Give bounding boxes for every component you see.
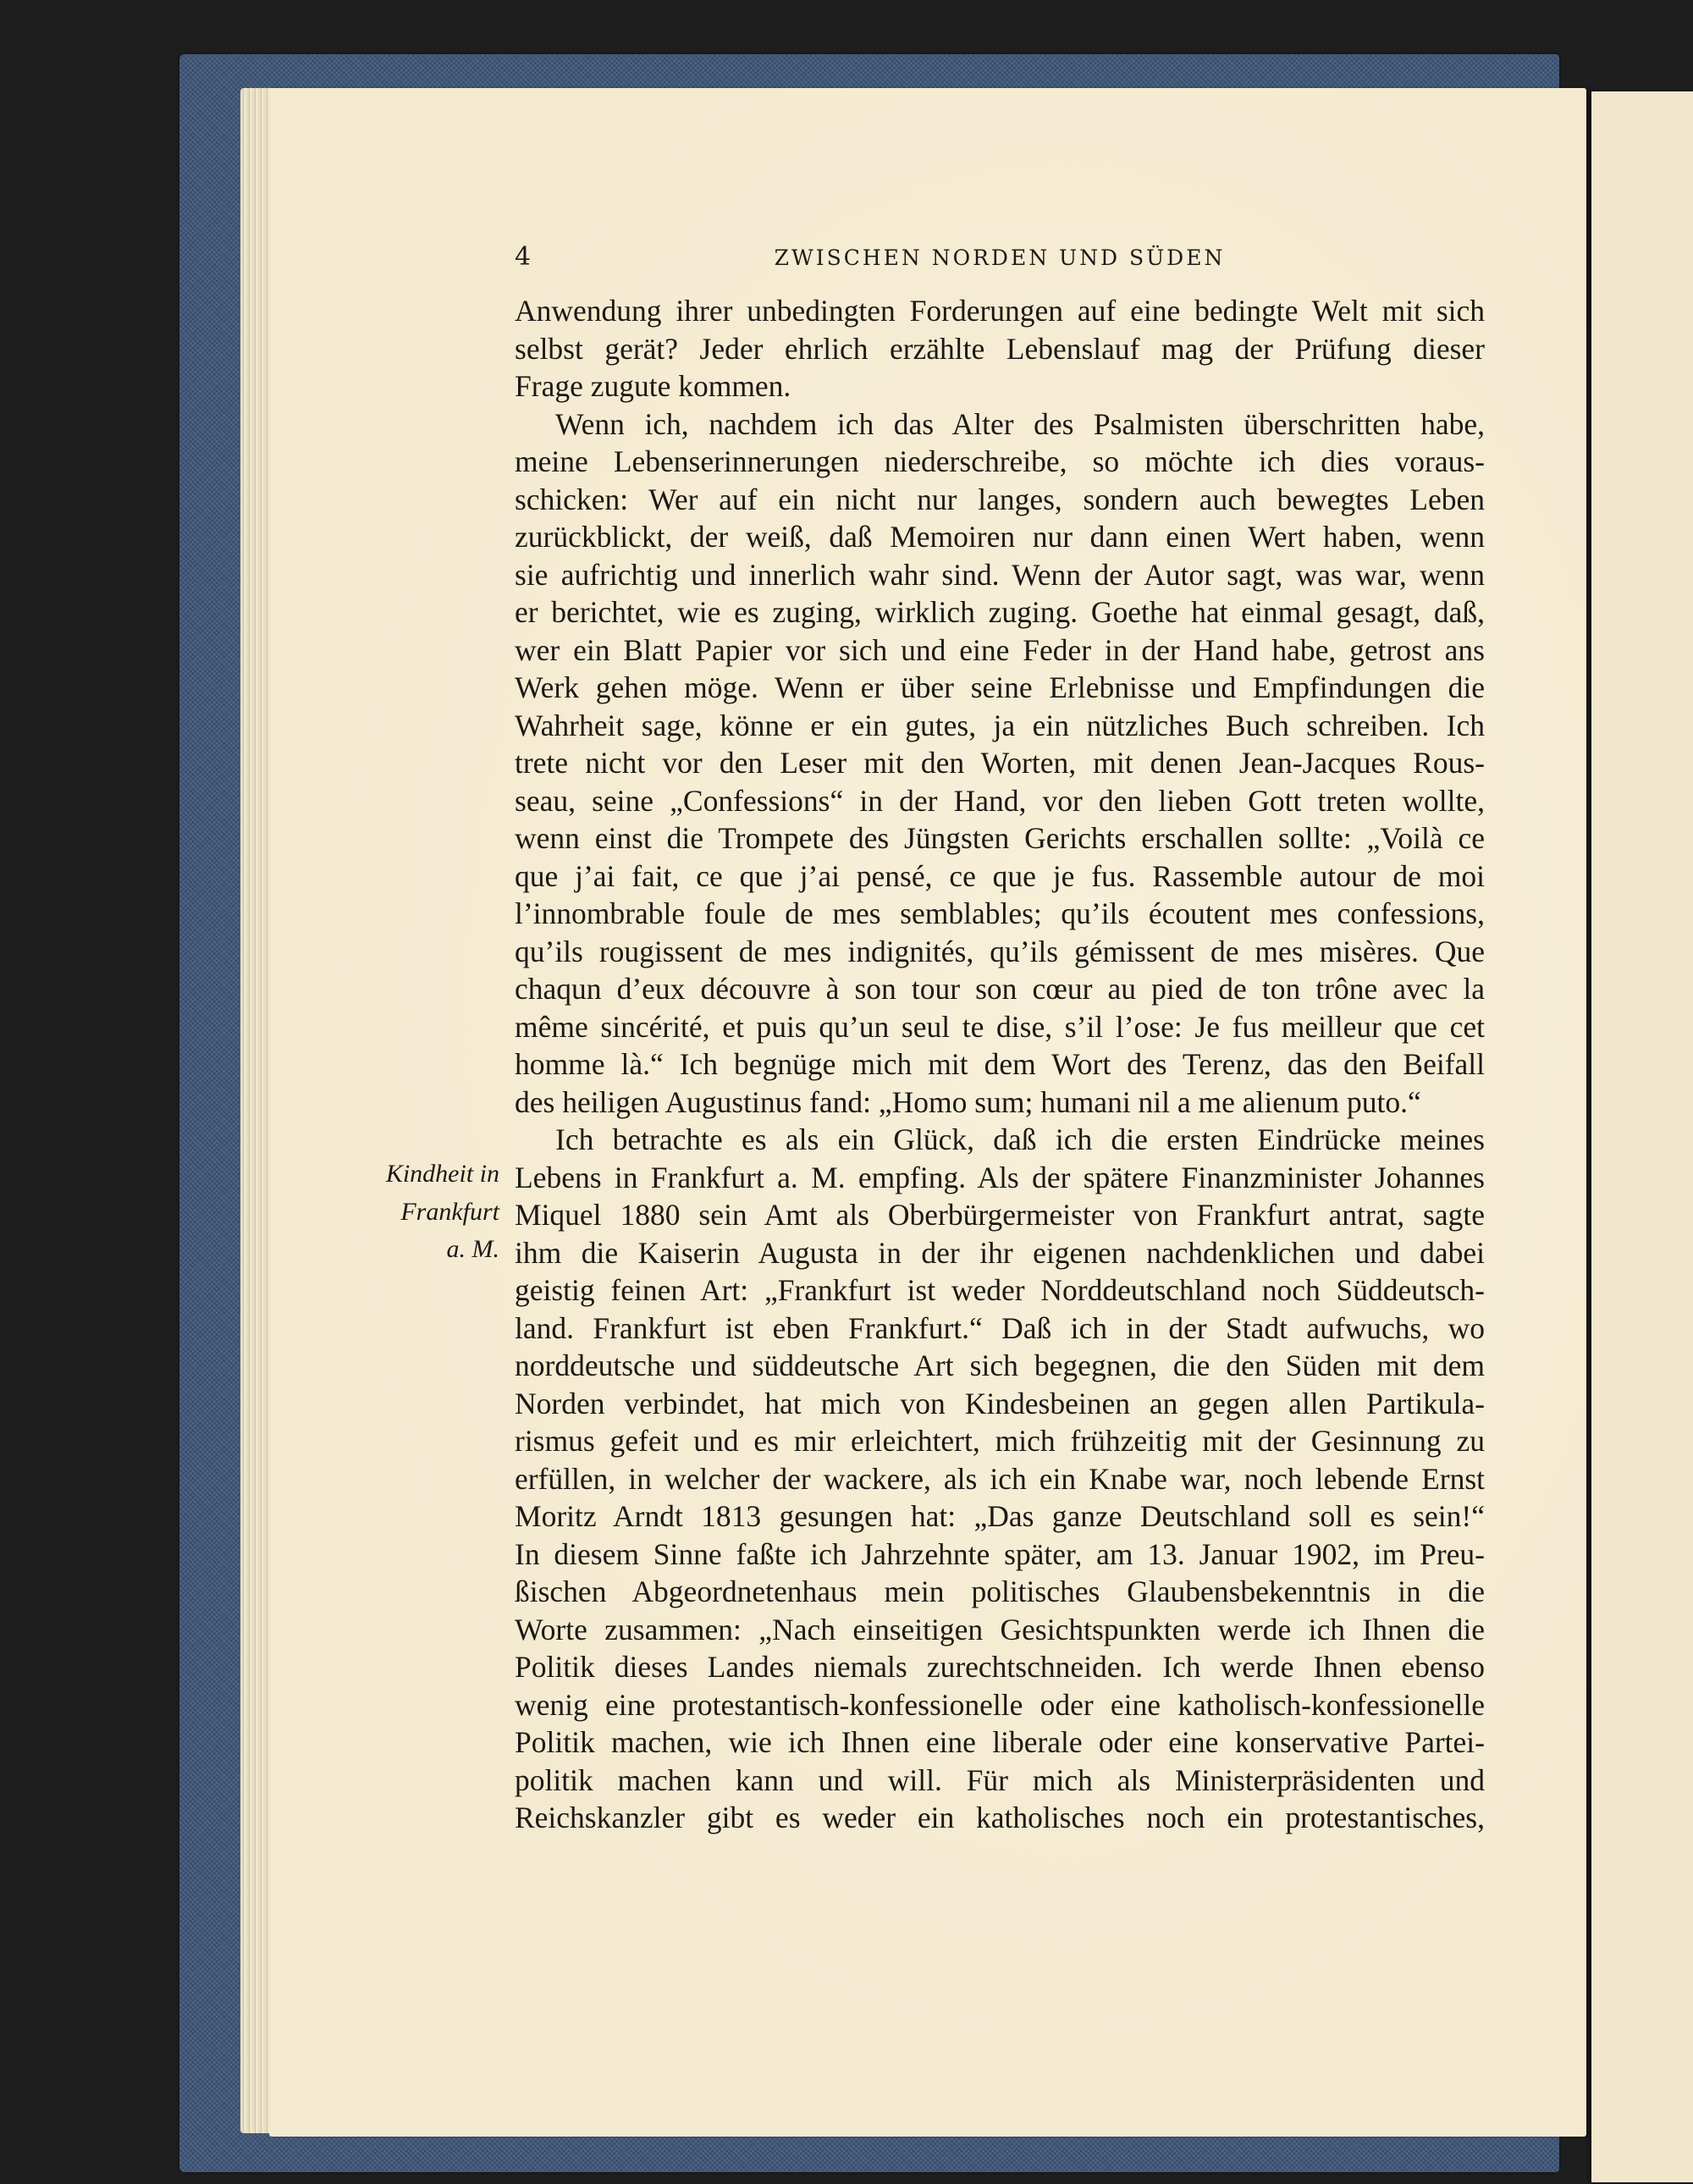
- text-line: Lebens in Frankfurt a. M. empfing. Als der spätere Finanzminister Johannes: [515, 1160, 1485, 1194]
- text-line: selbst gerät? Jeder ehrlich erzählte Lebenslauf mag der Prüfung dieser: [515, 331, 1485, 366]
- text-line: wenn einst die Trompete des Jüngsten Gerichts erschallen sollte: „Voilà ce: [515, 821, 1485, 855]
- running-head: [515, 242, 1485, 276]
- text-line: zurückblickt, der weiß, daß Memoiren nur dann einen Wert haben, wenn: [515, 520, 1485, 554]
- text-line: que j’ai fait, ce que j’ai pensé, ce que je fus. Rassemble autour de moi: [515, 858, 1485, 893]
- text-line: land. Frankfurt ist eben Frankfurt.“ Daß ich in der Stadt aufwuchs, wo: [515, 1310, 1485, 1345]
- facing-page-edge: [1591, 91, 1693, 2182]
- text-line: Moritz Arndt 1813 gesungen hat: „Das ganze Deutschland soll es sein!“: [515, 1499, 1485, 1533]
- text-line: er berichtet, wie es zuging, wirklich zuging. Goethe hat einmal gesagt, daß,: [515, 595, 1485, 629]
- text-line: schicken: Wer auf ein nicht nur langes, sondern auch bewegtes Leben: [515, 482, 1485, 516]
- text-line: Wahrheit sage, könne er ein gutes, ja ein nützliches Buch schreiben. Ich: [515, 708, 1485, 742]
- text-line: norddeutsche und süddeutsche Art sich begegnen, die den Süden mit dem: [515, 1348, 1485, 1382]
- text-line: des heiligen Augustinus fand: „Homo sum; humani nil a me alienum puto.“: [515, 1084, 1421, 1119]
- margin-note-line: Kindheit in: [385, 1160, 499, 1188]
- page-number: 4: [515, 242, 532, 272]
- text-line: wenig eine protestantisch-konfessionelle oder eine katholisch-konfessionelle: [515, 1687, 1485, 1722]
- text-line: wer ein Blatt Papier vor sich und eine Feder in der Hand habe, getrost ans: [515, 632, 1485, 667]
- text-line: Wenn ich, nachdem ich das Alter des Psalmisten überschritten habe,: [555, 406, 1485, 441]
- text-line: Worte zusammen: „Nach einseitigen Gesichtspunkten werde ich Ihnen die: [515, 1612, 1485, 1646]
- text-line: Miquel 1880 sein Amt als Oberbürgermeister von Frankfurt antrat, sagte: [515, 1198, 1485, 1232]
- text-line: geistig feinen Art: „Frankfurt ist weder Norddeutschland noch Süddeutsch-: [515, 1273, 1485, 1307]
- margin-note: [322, 1155, 499, 1269]
- text-line: homme là.“ Ich begnüge mich mit dem Wort des Terenz, das den Beifall: [515, 1047, 1485, 1081]
- text-line: politik machen kann und will. Für mich als Ministerpräsidenten und: [515, 1762, 1485, 1797]
- text-line: ihm die Kaiserin Augusta in der ihr eigenen nachdenklichen und dabei: [515, 1235, 1485, 1270]
- text-line: l’innombrable foule de mes semblables; qu’ils écoutent mes confessions,: [515, 896, 1485, 930]
- text-line: trete nicht vor den Leser mit den Worten, mit denen Jean-Jacques Rous-: [515, 746, 1485, 780]
- text-line: chaqun d’eux découvre à son tour son cœur au pied de ton trône avec la: [515, 972, 1485, 1006]
- text-line: seau, seine „Confessions“ in der Hand, vor den lieben Gott treten wollte,: [515, 783, 1485, 818]
- text-line: In diesem Sinne faßte ich Jahrzehnte später, am 13. Januar 1902, im Preu-: [515, 1536, 1485, 1571]
- body-text: [515, 292, 1485, 1837]
- margin-note-line: a. M.: [446, 1235, 499, 1263]
- text-line: Werk gehen möge. Wenn er über seine Erlebnisse und Empfindungen die: [515, 670, 1485, 704]
- text-line: même sincérité, et puis qu’un seul te dise, s’il l’ose: Je fus meilleur que cet: [515, 1009, 1485, 1044]
- running-title: ZWISCHEN NORDEN UND SÜDEN: [774, 245, 1226, 270]
- text-line: qu’ils rougissent de mes indignités, qu’ils gémissent de mes misères. Que: [515, 934, 1485, 968]
- text-line: Frage zugute kommen.: [515, 369, 791, 403]
- text-line: Politik machen, wie ich Ihnen eine liberale oder eine konservative Partei-: [515, 1725, 1485, 1759]
- text-line: Anwendung ihrer unbedingten Forderungen auf eine bedingte Welt mit sich: [515, 294, 1485, 328]
- text-line: rismus gefeit und es mir erleichtert, mich frühzeitig mit der Gesinnung zu: [515, 1424, 1485, 1458]
- margin-note-line: Frankfurt: [400, 1197, 499, 1226]
- text-line: meine Lebenserinnerungen niederschreibe, so möchte ich dies voraus-: [515, 444, 1485, 478]
- text-line: erfüllen, in welcher der wackere, als ich ein Knabe war, noch lebende Ernst: [515, 1461, 1485, 1496]
- text-line: Ich betrachte es als ein Glück, daß ich die ersten Eindrücke meines: [555, 1122, 1485, 1156]
- text-line: Politik dieses Landes niemals zurechtschneiden. Ich werde Ihnen ebenso: [515, 1650, 1485, 1684]
- text-line: ßischen Abgeordnetenhaus mein politisches Glaubensbekenntnis in die: [515, 1575, 1485, 1608]
- text-line: Norden verbindet, hat mich von Kindesbeinen an gegen allen Partikula-: [515, 1386, 1485, 1420]
- text-line: sie aufrichtig und innerlich wahr sind. Wenn der Autor sagt, was war, wenn: [515, 557, 1485, 592]
- text-line: Reichskanzler gibt es weder ein katholisches noch ein protestantisches,: [515, 1801, 1485, 1834]
